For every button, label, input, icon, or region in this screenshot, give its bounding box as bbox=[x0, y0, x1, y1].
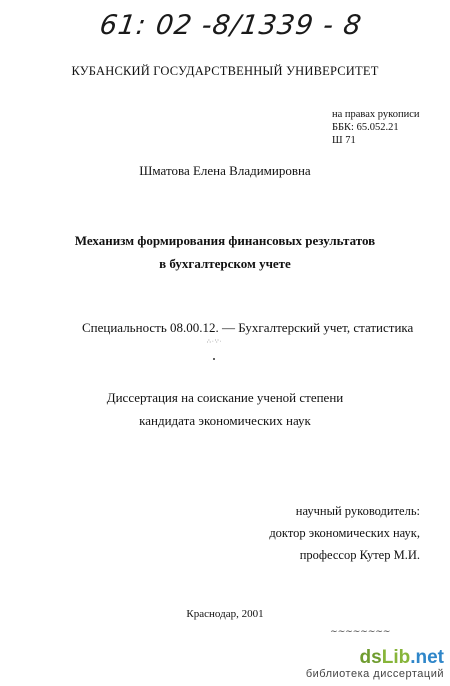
author-name: Шматова Елена Владимировна bbox=[139, 163, 311, 178]
watermark-subtitle: библиотека диссертаций bbox=[305, 668, 444, 680]
ink-dot bbox=[213, 358, 215, 360]
supervisor-line-1: научный руководитель: bbox=[295, 504, 420, 518]
logo-ds: ds bbox=[359, 647, 382, 668]
supervisor-block bbox=[269, 500, 420, 566]
university-name: КУБАНСКИЙ ГОСУДАРСТВЕННЫЙ УНИВЕРСИТЕТ bbox=[71, 64, 379, 78]
dslib-watermark[interactable] bbox=[306, 648, 444, 680]
supervisor-line-2: доктор экономических наук, bbox=[269, 526, 420, 540]
manuscript-note bbox=[332, 108, 420, 147]
city-year: Краснодар, 2001 bbox=[186, 608, 264, 620]
supervisor-line-3: профессор Кутер М.И. bbox=[299, 548, 420, 562]
dissertation-title bbox=[0, 229, 450, 275]
stamp-smudge: ∴·∵· bbox=[207, 339, 223, 345]
logo-lib: Lib bbox=[381, 647, 411, 668]
catalog-code: Ш 71 bbox=[332, 135, 356, 146]
title-line-2: в бухгалтерском учете bbox=[159, 256, 291, 271]
rights-text: на правах рукописи bbox=[332, 109, 420, 120]
degree-line-1: Диссертация на соискание ученой степени bbox=[106, 390, 344, 405]
degree-line-2: кандидата экономических наук bbox=[139, 413, 311, 428]
logo-net: .net bbox=[410, 647, 444, 668]
archive-number-handwritten: 61: 02 -8/1339 - 8 bbox=[97, 10, 364, 41]
title-line-1: Механизм формирования финансовых результатов bbox=[74, 233, 376, 248]
signature-scribble: ~~~~~~~~ bbox=[329, 627, 392, 637]
dslib-logo bbox=[306, 648, 444, 668]
dissertation-degree bbox=[0, 386, 450, 432]
specialty-text: Специальность 08.00.12. — Бухгалтерский учет, статистика bbox=[82, 320, 414, 335]
bbk-code: ББК: 65.052.21 bbox=[332, 122, 399, 133]
